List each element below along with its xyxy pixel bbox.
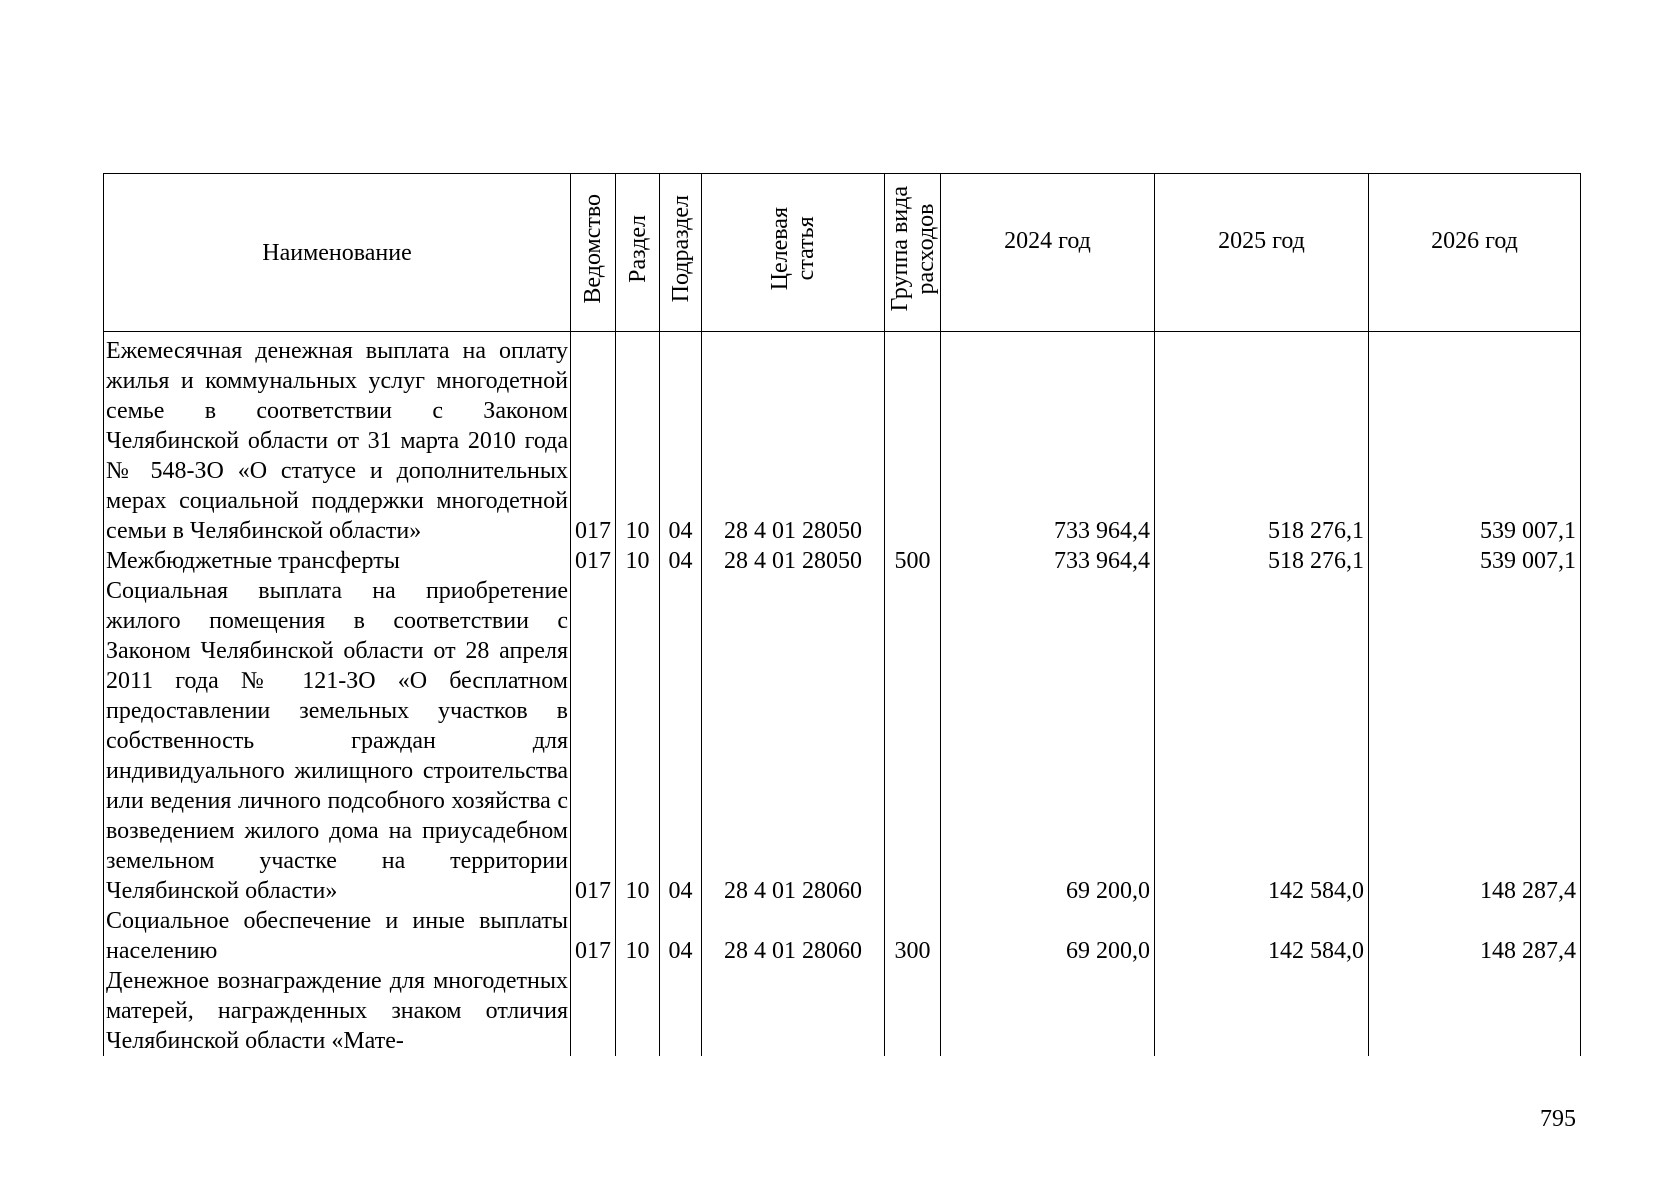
row-2025: 518 276,1 xyxy=(1155,546,1369,576)
header-year-2025: 2025 год xyxy=(1155,174,1369,332)
header-target-line1: Целевая xyxy=(767,206,793,291)
row-section: 10 xyxy=(616,576,660,906)
table-row xyxy=(104,576,1581,906)
row-name: Социальная выплата на приобретение жилого помещения в соответствии с Законом Челябинской области от 28 апреля 2011 года № 121-ЗО «О бесплатном предоставлении земельных участков в собственность граждан для индивидуального жилищного строительства или ведения личного подсобного хозяйства с возведением жилого дома на приусадебном земельном участке на территории Челябинской области» xyxy=(104,576,571,906)
row-2025: 142 584,0 xyxy=(1155,906,1369,966)
row-expense-group xyxy=(885,332,941,547)
row-section: 10 xyxy=(616,906,660,966)
header-subsection: Подраздел xyxy=(660,174,702,332)
row-name: Социальное обеспечение и иные выплаты населению xyxy=(104,906,571,966)
row-2026: 539 007,1 xyxy=(1369,332,1581,547)
row-2026: 148 287,4 xyxy=(1369,576,1581,906)
row-2026: 148 287,4 xyxy=(1369,906,1581,966)
header-target-article xyxy=(702,174,885,332)
row-expense-group: 500 xyxy=(885,546,941,576)
table-row xyxy=(104,966,1581,1056)
header-target-line2: статья xyxy=(793,216,819,281)
row-subsection: 04 xyxy=(660,906,702,966)
budget-table xyxy=(103,173,1581,1056)
row-target: 28 4 01 28060 xyxy=(702,906,885,966)
header-expense-group-line1: Группа вида xyxy=(886,185,913,312)
row-2024: 733 964,4 xyxy=(941,546,1155,576)
table-row xyxy=(104,546,1581,576)
row-2026: 539 007,1 xyxy=(1369,546,1581,576)
row-2024: 69 200,0 xyxy=(941,576,1155,906)
row-subsection xyxy=(660,966,702,1056)
row-target xyxy=(702,966,885,1056)
table-row xyxy=(104,906,1581,966)
row-target: 28 4 01 28050 xyxy=(702,546,885,576)
row-section: 10 xyxy=(616,332,660,547)
row-department: 017 xyxy=(571,546,616,576)
row-name: Денежное вознаграждение для многодетных матерей, награжденных знаком отличия Челябинской области «Мате- xyxy=(104,966,571,1056)
row-2025: 142 584,0 xyxy=(1155,576,1369,906)
row-2025 xyxy=(1155,966,1369,1056)
row-expense-group xyxy=(885,966,941,1056)
row-expense-group xyxy=(885,576,941,906)
row-department: 017 xyxy=(571,332,616,547)
row-subsection: 04 xyxy=(660,332,702,547)
header-year-2026: 2026 год xyxy=(1369,174,1581,332)
header-year-2024: 2024 год xyxy=(941,174,1155,332)
row-department: 017 xyxy=(571,906,616,966)
page-number: 795 xyxy=(1540,1106,1576,1132)
row-2026 xyxy=(1369,966,1581,1056)
table-row xyxy=(104,332,1581,547)
header-department: Ведомство xyxy=(571,174,616,332)
row-target: 28 4 01 28060 xyxy=(702,576,885,906)
row-2024 xyxy=(941,966,1155,1056)
row-subsection: 04 xyxy=(660,546,702,576)
row-target: 28 4 01 28050 xyxy=(702,332,885,547)
header-section: Раздел xyxy=(616,174,660,332)
header-expense-group xyxy=(885,174,941,332)
row-2025: 518 276,1 xyxy=(1155,332,1369,547)
row-section: 10 xyxy=(616,546,660,576)
table-header-row xyxy=(104,174,1581,332)
row-2024: 733 964,4 xyxy=(941,332,1155,547)
row-section xyxy=(616,966,660,1056)
row-expense-group: 300 xyxy=(885,906,941,966)
row-2024: 69 200,0 xyxy=(941,906,1155,966)
row-name: Межбюджетные трансферты xyxy=(104,546,571,576)
row-department xyxy=(571,966,616,1056)
header-expense-group-line2: расходов xyxy=(912,203,939,294)
row-name: Ежемесячная денежная выплата на оплату жилья и коммунальных услуг многодетной семье в соответствии с Законом Челябинской области от 31 марта 2010 года № 548-ЗО «О статусе и дополнительных мерах социальной поддержки многодетной семьи в Челябинской области» xyxy=(104,332,571,547)
row-subsection: 04 xyxy=(660,576,702,906)
header-name: Наименование xyxy=(104,174,571,332)
row-department: 017 xyxy=(571,576,616,906)
